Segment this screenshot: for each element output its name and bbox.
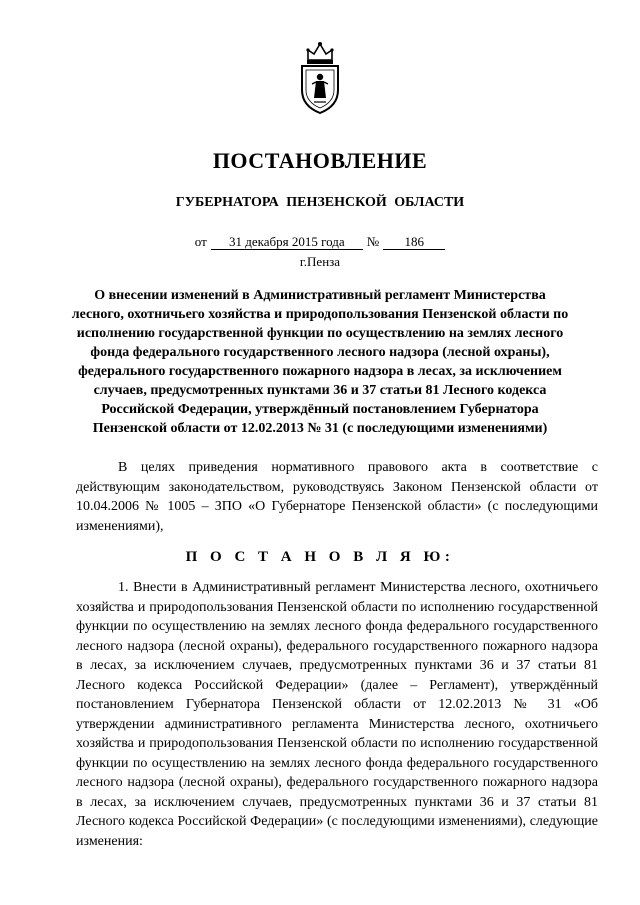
document-heading: О внесении изменений в Административный регламент Министерства лесного, охотничьего хозяйства и природопользования Пензенской области по исполнению государственной функции по осуществлению на землях лесного фонда федерального государственного лесного надзора (лесной охраны), федерального государственного пожарного надзора в лесах, за исключением случаев, предусмотренных пунктами 36 и 37 статьи 81 Лесного кодекса Российской Федерации, утверждённый постановлением Губернатора Пензенской области от 12.02.2013 № 31 (с последующими изменениями): [71, 288, 569, 436]
document-dateline: [0, 234, 640, 250]
document-number: 186: [383, 235, 445, 250]
decree-word: П О С Т А Н О В Л Я Ю:: [185, 549, 455, 565]
number-sign: №: [366, 234, 380, 249]
coat-of-arms-icon: [296, 40, 344, 116]
date-prefix: от: [194, 234, 207, 249]
document-issuer: ГУБЕРНАТОРА ПЕНЗЕНСКОЙ ОБЛАСТИ: [175, 195, 465, 210]
paragraph-1: 1. Внести в Административный регламент Министерства лесного, охотничьего хозяйства и природопользования Пензенской области по исполнению государственной функции по осуществлению на землях лесного фонда федерального государственного лесного надзора (лесной охраны), федерального государственного пожарного надзора в лесах, за исключением случаев, предусмотренных пунктами 36 и 37 статьи 81 Лесного кодекса Российской Федерации» (далее – Регламент), утверждённый постановлением Губернатора Пензенской области от 12.02.2013 № 31 «Об утверждении административного регламента Министерства лесного, охотничьего хозяйства и природопользования Пензенской области по исполнению государственной функции по осуществлению на землях лесного фонда федерального государственного лесного надзора (лесной охраны), федерального государственного пожарного надзора в лесах, за исключением случаев, предусмотренных пунктами 36 и 37 статьи 81 Лесного кодекса Российской Федерации» (с последующими изменениями), следующие изменения:: [76, 580, 598, 849]
document-title: ПОСТАНОВЛЕНИЕ: [212, 148, 428, 173]
document-preamble: В целях приведения нормативного правового акта в соответствие с действующим законодательством, руководствуясь Законом Пензенской области от 10.04.2006 № 1005 – ЗПО «О Губернаторе Пензенской области» (с последующими изменениями),: [76, 460, 598, 534]
document-city: г.Пенза: [299, 254, 341, 269]
document-date: 31 декабря 2015 года: [211, 235, 363, 250]
